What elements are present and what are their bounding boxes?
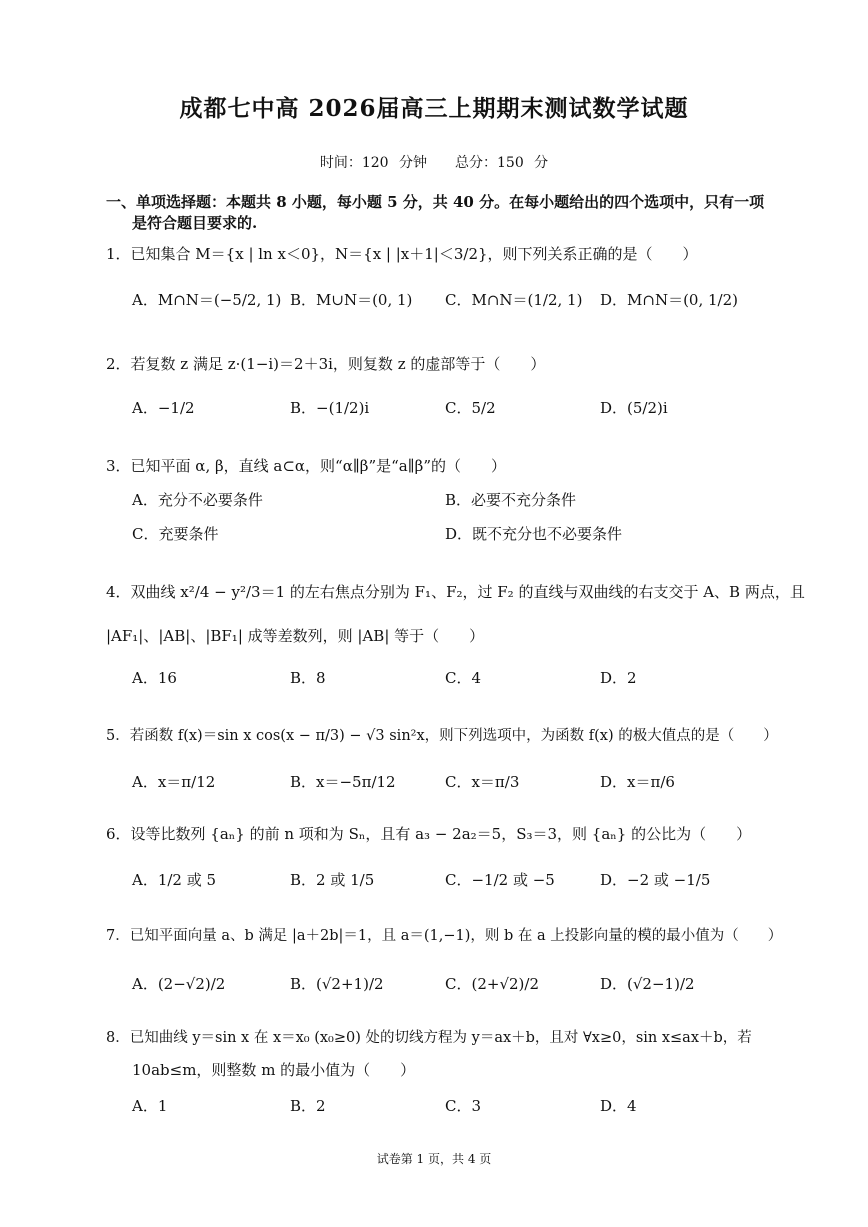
question-8-stem-line2: 10ab≤m，则整数 m 的最小值为（ ） [132, 1061, 416, 1079]
question-4-stem-line2: |AF₁|、|AB|、|BF₁| 成等差数列，则 |AB| 等于（ ） [106, 627, 485, 645]
question-6-option-d: D．−2 或 −1/5 [600, 871, 711, 889]
question-2-option-d: D．(5/2)i [600, 399, 668, 417]
question-2-option-b: B．−(1/2)i [290, 399, 370, 417]
question-5-stem: 5．若函数 f(x)＝sin x cos(x − π/3) − √3 sin²x，则下列选项中，为函数 f(x) 的极大值点的是（ ） [106, 728, 778, 744]
section-heading-line2: 是符合题目要求的. [132, 214, 258, 232]
section-heading-line1: 一、单项选择题：本题共 8 小题，每小题 5 分，共 40 分。在每小题给出的四个选项中，只有一项 [106, 193, 765, 211]
exam-meta: 时间：120 分钟 总分：150 分 [319, 155, 549, 171]
question-2-option-a: A．−1/2 [132, 399, 195, 417]
question-7-stem: 7．已知平面向量 a、b 满足 |a＋2b|＝1，且 a＝(1,−1)，则 b 在 a 上投影向量的模的最小值为（ ） [106, 928, 783, 944]
question-5-option-d: D．x＝π/6 [600, 773, 675, 791]
page-title: 成都七中高 2026届高三上期期末测试数学试题 [179, 95, 689, 122]
question-8-option-b: B．2 [290, 1097, 326, 1115]
question-7-option-d: D．(√2−1)/2 [600, 975, 695, 993]
question-6-option-b: B．2 或 1/5 [290, 871, 375, 889]
question-7-option-b: B．(√2+1)/2 [290, 975, 384, 993]
question-1-option-b: B．M∪N＝(0, 1) [290, 291, 413, 309]
question-1-stem: 1．已知集合 M＝{x | ln x＜0}，N＝{x | |x＋1|＜3/2}，则下列关系正确的是（ ） [106, 245, 698, 263]
question-2-option-c: C．5/2 [445, 399, 496, 417]
question-5-option-c: C．x＝π/3 [445, 773, 520, 791]
question-1-option-d: D．M∩N＝(0, 1/2) [600, 291, 739, 309]
question-8-stem: 8．已知曲线 y＝sin x 在 x＝x₀ (x₀≥0) 处的切线方程为 y＝ax＋b，且对 ∀x≥0，sin x≤ax＋b，若 [106, 1030, 752, 1046]
question-4-option-c: C．4 [445, 669, 482, 687]
question-3-stem: 3．已知平面 α, β，直线 a⊂α，则“α∥β”是“a∥β”的（ ） [106, 457, 507, 475]
question-7-option-a: A．(2−√2)/2 [132, 975, 226, 993]
question-8-option-a: A．1 [132, 1097, 168, 1115]
question-4-option-b: B．8 [290, 669, 326, 687]
question-4-option-a: A．16 [132, 669, 177, 687]
question-3-option-d: D．既不充分也不必要条件 [445, 525, 623, 543]
question-5-option-b: B．x＝−5π/12 [290, 773, 396, 791]
question-4-option-d: D．2 [600, 669, 637, 687]
question-3-option-a: A．充分不必要条件 [132, 491, 263, 509]
question-3-option-b: B．必要不充分条件 [445, 491, 577, 509]
question-6-option-a: A．1/2 或 5 [132, 871, 217, 889]
question-1-option-c: C．M∩N＝(1/2, 1) [445, 291, 583, 309]
question-3-option-c: C．充要条件 [132, 525, 219, 543]
question-2-stem: 2．若复数 z 满足 z·(1−i)＝2＋3i，则复数 z 的虚部等于（ ） [106, 355, 546, 373]
question-6-stem: 6．设等比数列 {aₙ} 的前 n 项和为 Sₙ，且有 a₃ − 2a₂＝5，S₃＝3，则 {aₙ} 的公比为（ ） [106, 825, 752, 843]
question-7-option-c: C．(2+√2)/2 [445, 975, 539, 993]
question-6-option-c: C．−1/2 或 −5 [445, 871, 555, 889]
page-footer: 试卷第 1 页，共 4 页 [376, 1152, 492, 1166]
question-1-option-a: A．M∩N＝(−5/2, 1) [132, 291, 282, 309]
question-8-option-c: C．3 [445, 1097, 482, 1115]
question-5-option-a: A．x＝π/12 [132, 773, 216, 791]
question-8-option-d: D．4 [600, 1097, 637, 1115]
question-4-stem: 4．双曲线 x²/4 − y²/3＝1 的左右焦点分别为 F₁、F₂，过 F₂ 的直线与双曲线的右支交于 A、B 两点，且 [106, 583, 805, 601]
